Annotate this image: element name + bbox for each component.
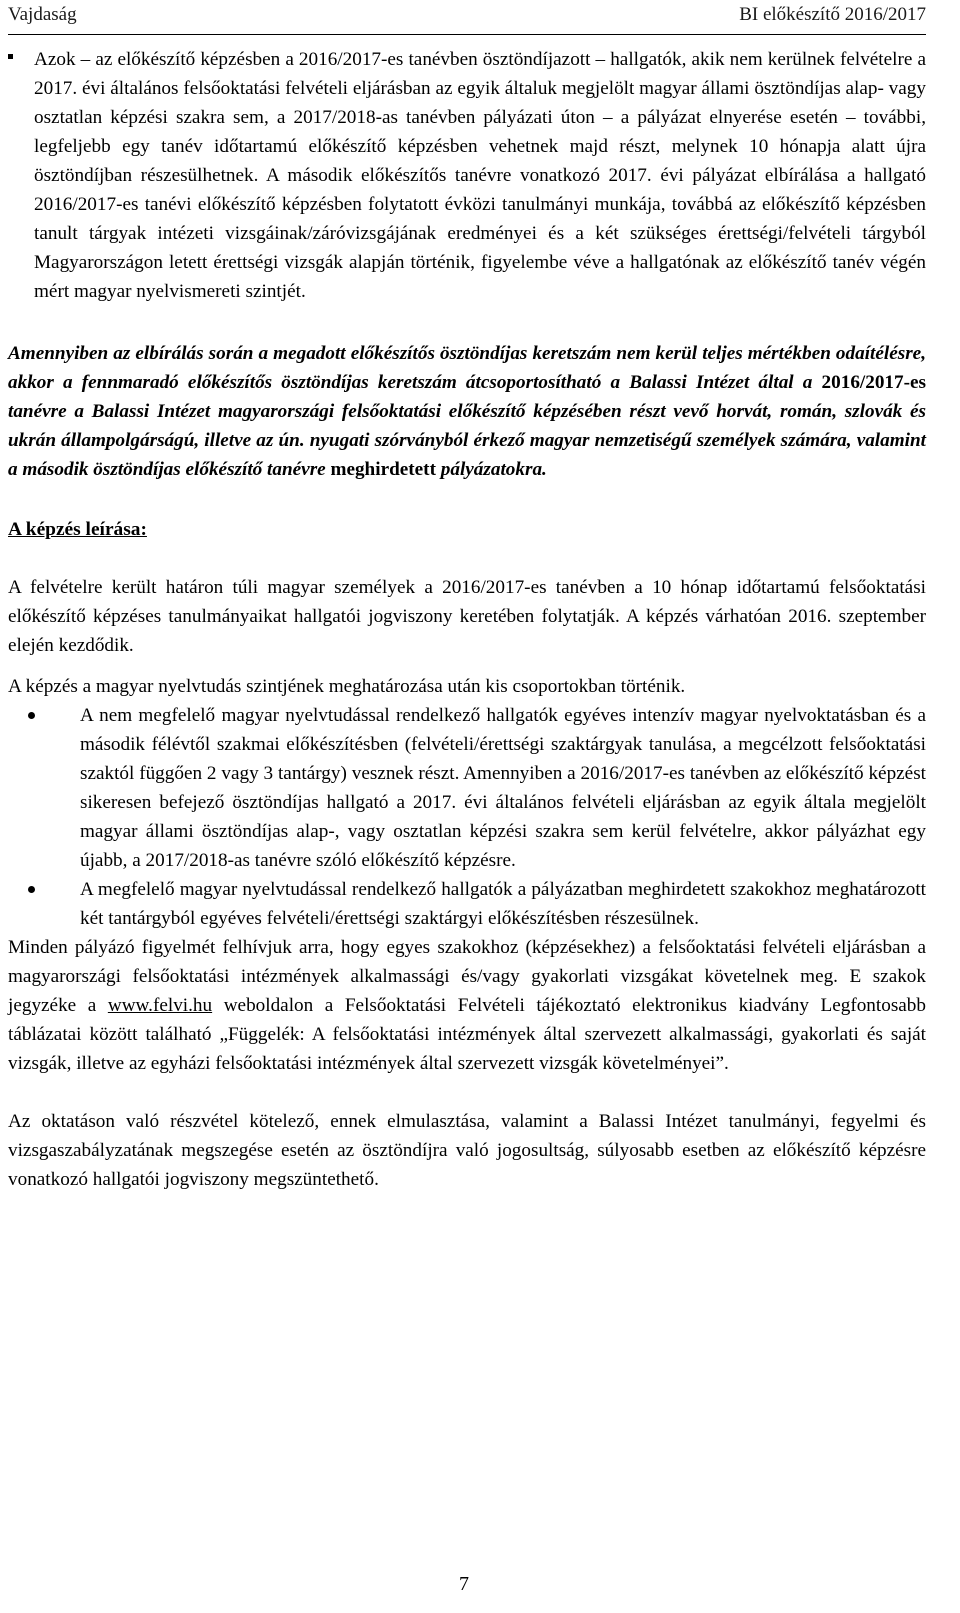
bold-paragraph [8, 339, 926, 484]
bullet-dot-icon [28, 886, 35, 893]
section-paragraph-4: Az oktatáson való részvétel kötelező, ennek elmulasztása, valamint a Balassi Intézet tanulmányi, fegyelmi és vizsgaszabályzatának megszegése esetén az ösztöndíjra való jogosultság, súlyosabb esetben az előkészítő képzésre vonatkozó hallgatói jogviszony megszüntethető. [8, 1111, 926, 1190]
section-paragraph-1: A felvételre került határon túli magyar személyek a 2016/2017-es tanévben a 10 hónap időtartamú felsőoktatási előkészítő képzéses tanulmányaikat hallgatói jogviszony keretében folytatják. A képzés várhatóan 2016. szeptember elején kezdődik. [8, 577, 926, 656]
header-right-text: BI előkészítő 2016/2017 [739, 4, 926, 25]
bullet-dot-icon [28, 712, 35, 719]
felvi-link[interactable]: www.felvi.hu [107, 995, 213, 1016]
bullet-paragraph-text: Azok – az előkészítő képzésben a 2016/2017-es tanévben ösztöndíjazott – hallgatók, akik nem kerülnek felvételre a 2017. évi általános felsőoktatási felvételi eljárásban az egyik általuk megjelölt magyar állami ösztöndíjas alap- vagy osztatlan képzési szakra sem, a 2017/2018-as tanévben pályázati úton – a pályázat elnyerése esetén – további, legfeljebb egy tanév időtartamú előkészítő képzésben vehetnek majd részt, melynek 10 hónapja alatt újra ösztöndíjban részesülhetnek. A második előkészítős tanévre vonatkozó 2017. évi pályázat elbírálása a hallgató 2016/2017-es tanévi előkészítő képzésben folytatott évközi tanulmányi munkája, továbbá az előkészítő képzésben tanult tárgyak intézeti vizsgáinak/záróvizsgájának eredményei és a két szükséges érettségi/felvételi tárgyból Magyarországon letett érettségi vizsgák alapján történik, figyelembe véve a hallgatónak az előkészítő tanév végén mért magyar nyelvismereti szintjét. [34, 49, 926, 302]
bold-part-5: pályázatokra. [435, 459, 547, 480]
para3-text-a: Minden pályázó figyelmét felhívjuk arra, hogy egyes szakokhoz (képzésekhez) a felsőoktatási felvételi eljárásban a magyarországi felsőoktatási intézmények alkalmassági és/vagy gyakorlati vizsgákat követelnek meg. E szakok jegyzéke a [8, 937, 926, 1016]
page-header [8, 0, 926, 35]
list-item-text: A megfelelő magyar nyelvtudással rendelkező hallgatók a pályázatban meghirdetett szakokhoz meghatározott két tantárgyból egyéves felvételi/érettségi szaktárgyi előkészítésben részesülnek. [80, 879, 926, 929]
page-number: 7 [459, 1573, 469, 1595]
bold-part-2: 2016/2017-es [821, 372, 926, 393]
square-bullet-icon [8, 54, 13, 59]
square-bullet-paragraph [8, 45, 926, 306]
section-title: A képzés leírása: [8, 519, 147, 540]
list-item [8, 701, 926, 875]
section-paragraph-2: A képzés a magyar nyelvtudás szintjének meghatározása után kis csoportokban történik. [8, 676, 686, 697]
bold-part-3: tanévre a Balassi Intézet magyarországi felsőoktatási előkészítő képzésében részt vevő horvát, román, szlovák és ukrán állampolgárságú, illetve az ún. nyugati szórványból érkező magyar nemzetiségű személyek számára, valamint a második ösztöndíjas előkészítő tanévre [8, 401, 926, 480]
list-item-text: A nem megfelelő magyar nyelvtudással rendelkező hallgatók egyéves intenzív magyar nyelvoktatásban és a második félévtől szakmai előkészítésben (felvételi/érettségi szaktárgyak tanulása, a megcélzott felsőoktatási szaktól függően 2 vagy 3 tantárgy) vesznek részt. Amennyiben a 2016/2017-es tanévben az előkészítő képzést sikeresen befejező ösztöndíjas hallgató a 2017. évi általános felvételi eljárásban az egyik általa megjelölt magyar állami ösztöndíjas alap-, vagy osztatlan képzési szakra sem kerül felvételre, akkor pályázhat egy újabb, a 2017/2018-as tanévre szóló előkészítő képzésre. [80, 705, 926, 871]
section-paragraph-3 [8, 933, 926, 1078]
list-item [8, 875, 926, 933]
header-left-text: Vajdaság [8, 4, 77, 25]
para3-text-b: weboldalon a Felsőoktatási Felvételi tájékoztató elektronikus kiadvány Legfontosabb táblázatai között található „Függelék: A felsőoktatási intézmények által szervezett alkalmassági, gyakorlati és saját vizsgák, illetve az egyházi felsőoktatási intézmények által szervezett vizsgák követelményei”. [8, 995, 926, 1074]
document-page [8, 0, 926, 1194]
bold-part-1: Amennyiben az elbírálás során a megadott előkészítős ösztöndíjas keretszám nem kerül teljes mértékben odaítélésre, akkor a fennmaradó előkészítős ösztöndíjas keretszám átcsoportosítható a Balassi Intézet által a [8, 343, 926, 393]
bold-part-4: meghirdetett [330, 459, 436, 480]
training-list [8, 701, 926, 933]
